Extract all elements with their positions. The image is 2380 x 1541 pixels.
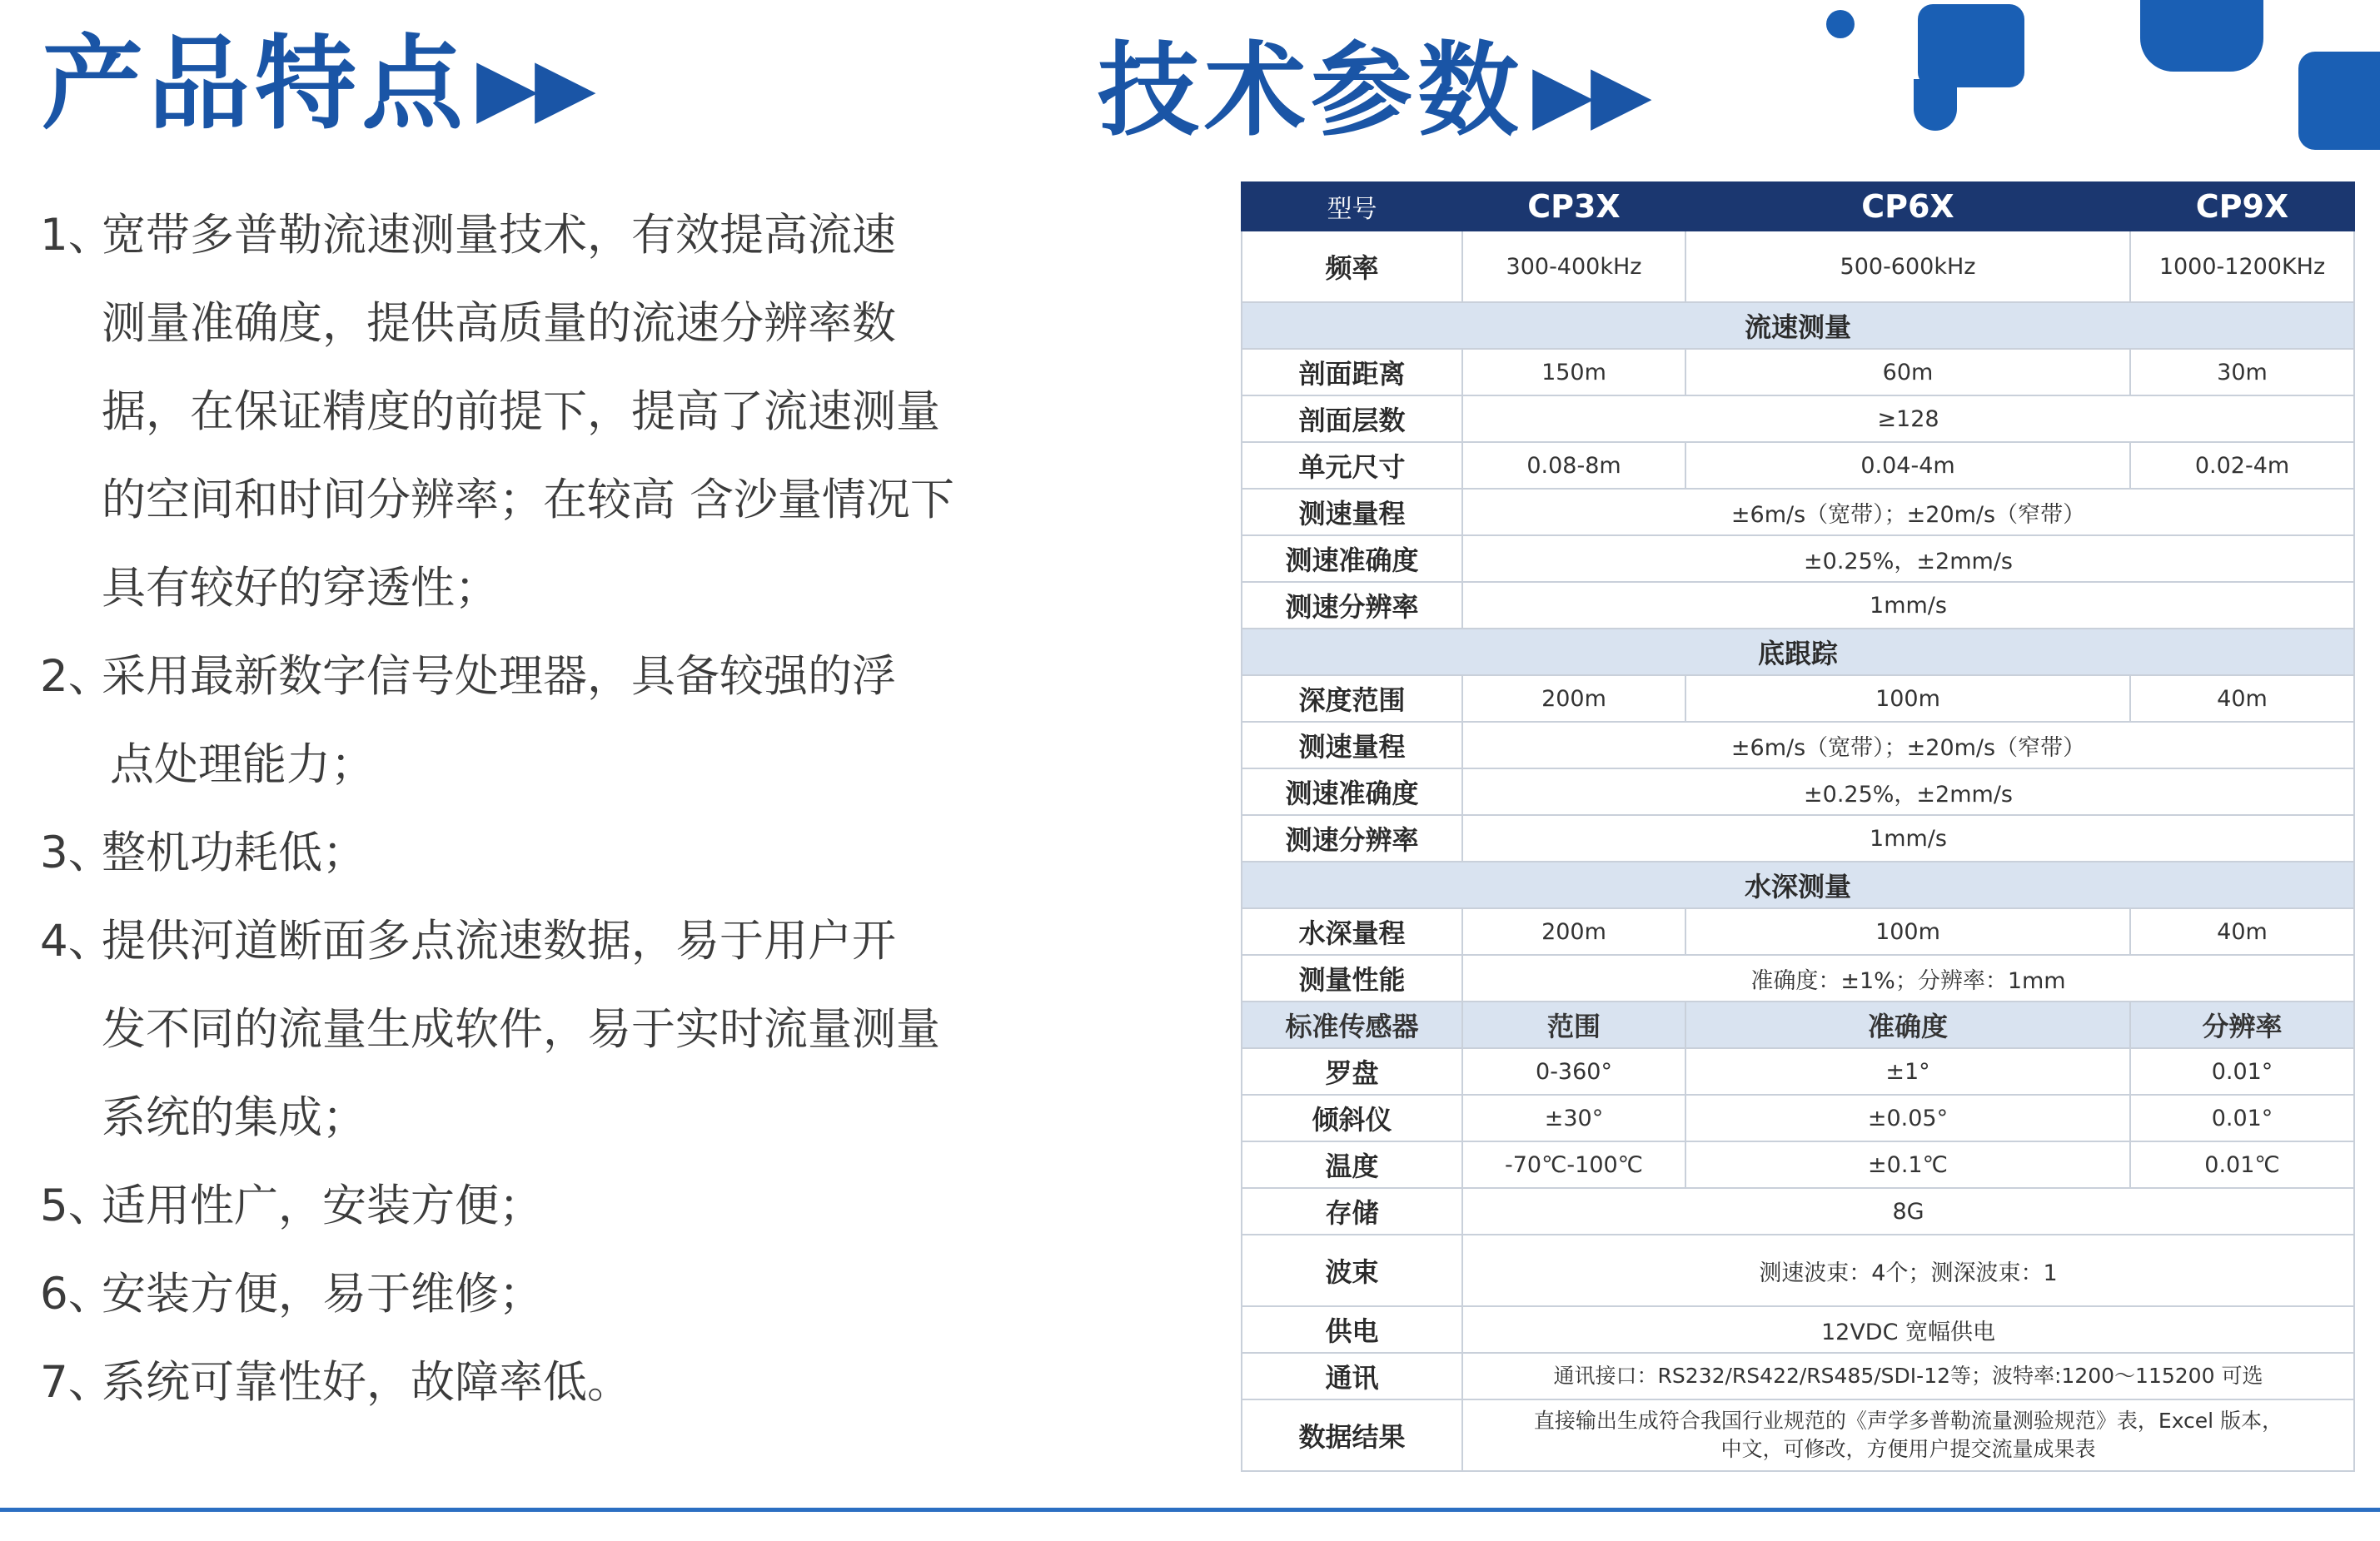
sensor-header-cell: 准确度 [1685,1002,2130,1048]
table-cell: 300-400kHz [1462,231,1685,302]
table-cell: 8G [1462,1188,2354,1235]
table-cell: 0.02-4m [2130,442,2354,489]
table-cell: 1000-1200KHz [2130,231,2354,302]
spec-table [1241,181,2355,1472]
row-label: 温度 [1242,1141,1462,1188]
feature-line: 具有较好的穿透性； [102,563,499,614]
feature-number: 6、 [40,1269,112,1320]
row-label: 波束 [1242,1235,1462,1306]
table-row [1242,231,2354,302]
feature-item [40,1339,1023,1427]
row-label: 存储 [1242,1188,1462,1235]
row-label: 罗盘 [1242,1048,1462,1095]
table-row [1242,815,2354,862]
feature-number: 3、 [40,828,112,878]
feature-item [40,1250,1023,1339]
sensor-header-cell: 范围 [1462,1002,1685,1048]
table-row [1242,1188,2354,1235]
table-row [1242,955,2354,1002]
table-cell: 0.01℃ [2130,1141,2354,1188]
row-label: 测速分辨率 [1242,582,1462,629]
table-row [1242,1353,2354,1399]
feature-line: 系统可靠性好，故障率低。 [102,1357,631,1408]
table-row [1242,442,2354,489]
feature-line: 点处理能力； [110,739,375,790]
feature-number: 2、 [40,651,112,702]
row-label: 测速准确度 [1242,768,1462,815]
table-cell: 0.04-4m [1685,442,2130,489]
table-cell: 0.08-8m [1462,442,1685,489]
row-label: 倾斜仪 [1242,1095,1462,1141]
table-row [1242,489,2354,535]
feature-line: 据，在保证精度的前提下，提高了流速测量 [102,386,940,437]
table-row [1242,535,2354,582]
feature-line: 系统的集成； [102,1092,366,1143]
section-row [1242,302,2354,349]
table-cell: ±1° [1685,1048,2130,1095]
section-row [1242,862,2354,908]
model-cp9x: CP9X [2130,182,2354,231]
feature-item [40,1162,1023,1250]
table-cell: 150m [1462,349,1685,395]
section-title: 底跟踪 [1242,629,2354,675]
feature-line: 测量准确度，提供高质量的流速分辨率数 [102,298,896,349]
table-cell: 40m [2130,675,2354,722]
decor-rounded-square [2140,0,2263,72]
row-label: 通讯 [1242,1353,1462,1399]
table-cell: 60m [1685,349,2130,395]
table-cell: 1mm/s [1462,582,2354,629]
row-label: 供电 [1242,1306,1462,1353]
feature-item [40,809,1023,897]
table-header-row [1242,182,2354,231]
features-heading [42,25,593,143]
row-label: 测量性能 [1242,955,1462,1002]
sensor-header-cell: 分辨率 [2130,1002,2354,1048]
table-cell: 12VDC 宽幅供电 [1462,1306,2354,1353]
table-cell: 0.01° [2130,1048,2354,1095]
row-label: 测速量程 [1242,722,1462,768]
table-row [1242,1235,2354,1306]
table-cell: ±0.1℃ [1685,1141,2130,1188]
table-row [1242,349,2354,395]
decor-block [2298,52,2380,150]
table-row [1242,1399,2354,1471]
table-cell: 0.01° [2130,1095,2354,1141]
features-title: 产品特点 [42,25,468,143]
feature-line: 宽带多普勒流速测量技术，有效提高流速 [102,210,896,261]
feature-list [40,191,1023,1427]
row-label: 水深量程 [1242,908,1462,955]
feature-line: 安装方便，易于维修； [102,1269,543,1320]
table-cell: 准确度：±1%；分辨率：1mm [1462,955,2354,1002]
row-label: 深度范围 [1242,675,1462,722]
section-title: 流速测量 [1242,302,2354,349]
table-row [1242,768,2354,815]
table-cell: ±0.25%，±2mm/s [1462,768,2354,815]
table-cell: ±6m/s（宽带）；±20m/s（窄带） [1462,722,2354,768]
table-cell: ≥128 [1462,395,2354,442]
feature-line: 采用最新数字信号处理器，具备较强的浮 [102,651,896,702]
decor-puzzle-tab [1914,79,1957,131]
specs-heading [1098,32,1649,150]
section-title: 水深测量 [1242,862,2354,908]
table-cell: 0-360° [1462,1048,1685,1095]
table-row [1242,1048,2354,1095]
bottom-divider [0,1508,2380,1512]
model-cp6x: CP6X [1685,182,2130,231]
table-row [1242,1306,2354,1353]
table-cell: ±6m/s（宽带）；±20m/s（窄带） [1462,489,2354,535]
row-label: 测速量程 [1242,489,1462,535]
feature-number: 5、 [40,1181,112,1231]
table-row [1242,582,2354,629]
table-row [1242,1141,2354,1188]
feature-number: 7、 [40,1357,112,1408]
double-arrow-icon: ▶▶ [1532,47,1649,140]
table-row [1242,675,2354,722]
model-cp3x: CP3X [1462,182,1685,231]
table-row [1242,722,2354,768]
table-cell: -70℃-100℃ [1462,1141,1685,1188]
decor-puzzle-piece [1918,4,2024,87]
table-row [1242,395,2354,442]
table-cell: 1mm/s [1462,815,2354,862]
data-output-line: 直接输出生成符合我国行业规范的《声学多普勒流量测验规范》表，Excel 版本， [1533,1409,2283,1433]
table-cell: ±0.25%，±2mm/s [1462,535,2354,582]
feature-line: 发不同的流量生成软件，易于实时流量测量 [102,1004,940,1055]
feature-item [40,633,1023,809]
table-cell: 200m [1462,675,1685,722]
table-cell: 通讯接口：RS232/RS422/RS485/SDI-12等；波特率:1200～115200 可选 [1462,1353,2354,1399]
table-cell: 200m [1462,908,1685,955]
row-label: 测速分辨率 [1242,815,1462,862]
sensor-header-row [1242,1002,2354,1048]
feature-line: 整机功耗低； [102,828,366,878]
row-label: 数据结果 [1242,1399,1462,1471]
table-row [1242,1095,2354,1141]
feature-item [40,897,1023,1162]
feature-item [40,191,1023,633]
row-label: 频率 [1242,231,1462,302]
table-cell: 500-600kHz [1685,231,2130,302]
row-label: 剖面层数 [1242,395,1462,442]
feature-number: 4、 [40,916,112,967]
row-label: 测速准确度 [1242,535,1462,582]
row-label: 剖面距离 [1242,349,1462,395]
row-label: 单元尺寸 [1242,442,1462,489]
data-output-line: 中文，可修改，方便用户提交流量成果表 [1720,1437,2096,1461]
table-cell: ±30° [1462,1095,1685,1141]
feature-number: 1、 [40,210,112,261]
table-cell: 30m [2130,349,2354,395]
feature-line: 适用性广，安装方便； [102,1181,543,1231]
table-cell: ±0.05° [1685,1095,2130,1141]
table-cell [1462,1399,2354,1471]
table-cell: 100m [1685,675,2130,722]
section-row [1242,629,2354,675]
model-label: 型号 [1242,182,1462,231]
feature-line: 提供河道断面多点流速数据，易于用户开 [102,916,896,967]
specs-title: 技术参数 [1098,32,1524,150]
feature-line: 的空间和时间分辨率；在较高 含沙量情况下 [102,475,954,525]
table-cell: 40m [2130,908,2354,955]
decor-dot [1826,10,1855,38]
double-arrow-icon: ▶▶ [476,40,593,133]
table-cell: 测速波束：4个；测深波束：1 [1462,1235,2354,1306]
table-row [1242,908,2354,955]
table-cell: 100m [1685,908,2130,955]
sensor-header-cell: 标准传感器 [1242,1002,1462,1048]
